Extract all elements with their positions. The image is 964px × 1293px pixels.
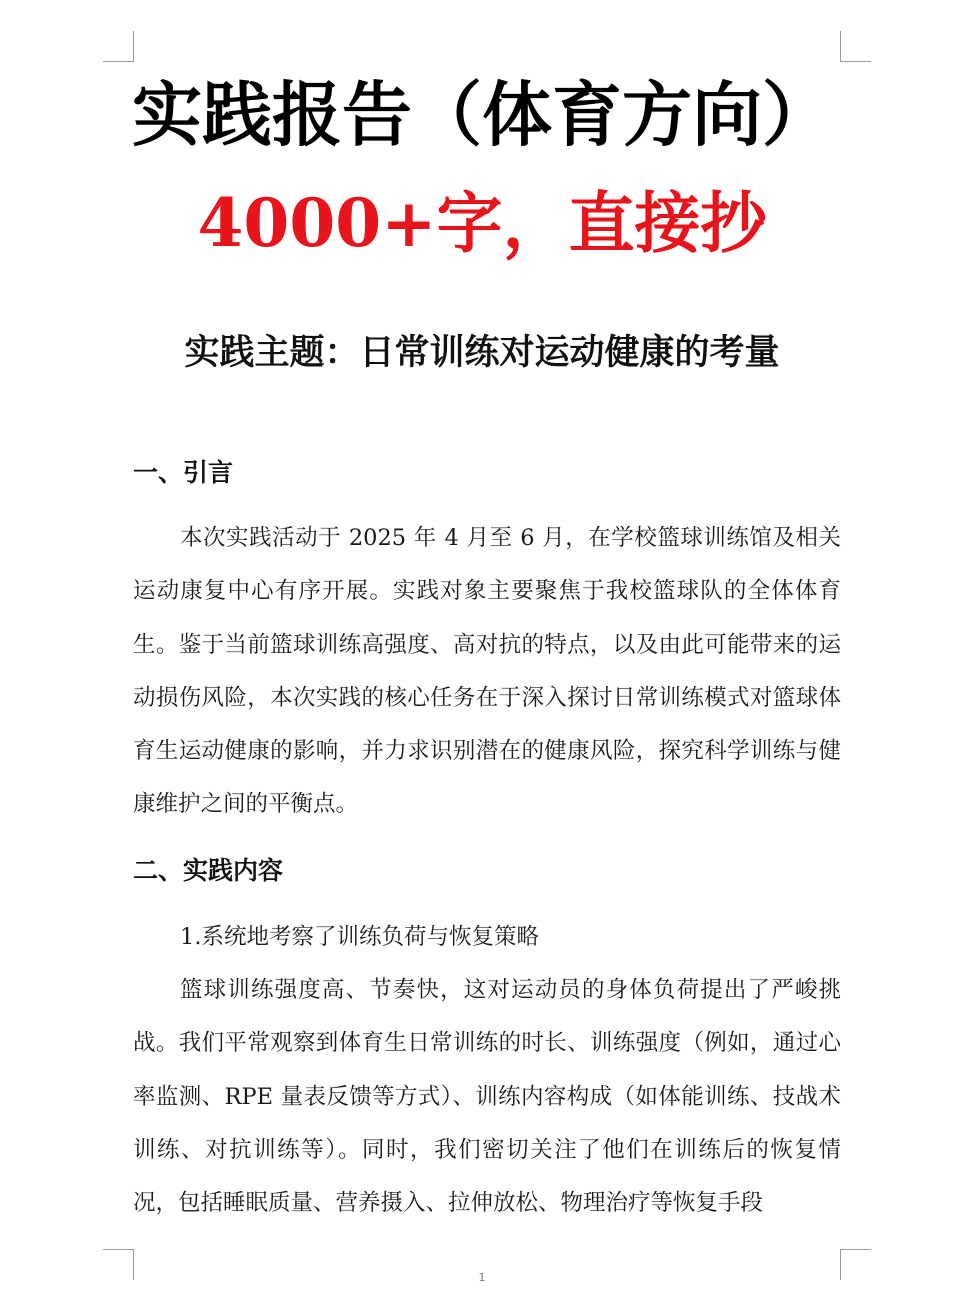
practice-content-paragraph: 篮球训练强度高、节奏快，这对运动员的身体负荷提出了严峻挑战。我们平常观察到体育生日常训练的时长、训练强度（例如，通过心率监测、RPE 量表反馈等方式）、训练内容构成（如体能训练、技战术训练、对抗训练等）。同时，我们密切关注了他们在训练后的恢复情况，包括睡眠质量、营养摄入、拉伸放松、物理治疗等恢复手段: [133, 977, 841, 1217]
document-subtitle: 4000+字，直接抄: [197, 184, 767, 262]
section-heading-introduction: 一、引言: [133, 458, 234, 487]
crop-mark-top-left: [103, 31, 134, 62]
page-number: 1: [478, 1271, 486, 1284]
subsection-heading: 1.系统地考察了训练负荷与恢复策略: [180, 924, 539, 950]
introduction-paragraph: 本次实践活动于 2025 年 4 月至 6 月，在学校篮球训练馆及相关运动康复中心有序开展。实践对象主要聚焦于我校篮球队的全体体育生。鉴于当前篮球训练高强度、高对抗的特点，以及由此可能带来的运动损伤风险，本次实践的核心任务在于深入探讨日常训练模式对篮球体育生运动健康的影响，并力求识别潜在的健康风险，探究科学训练与健康维护之间的平衡点。: [133, 525, 841, 818]
crop-mark-top-right: [840, 31, 871, 62]
document-title: 实践报告（体育方向）: [132, 73, 832, 156]
practice-theme: 实践主题：日常训练对运动健康的考量: [184, 332, 780, 373]
section-heading-practice-content: 二、实践内容: [133, 856, 284, 885]
